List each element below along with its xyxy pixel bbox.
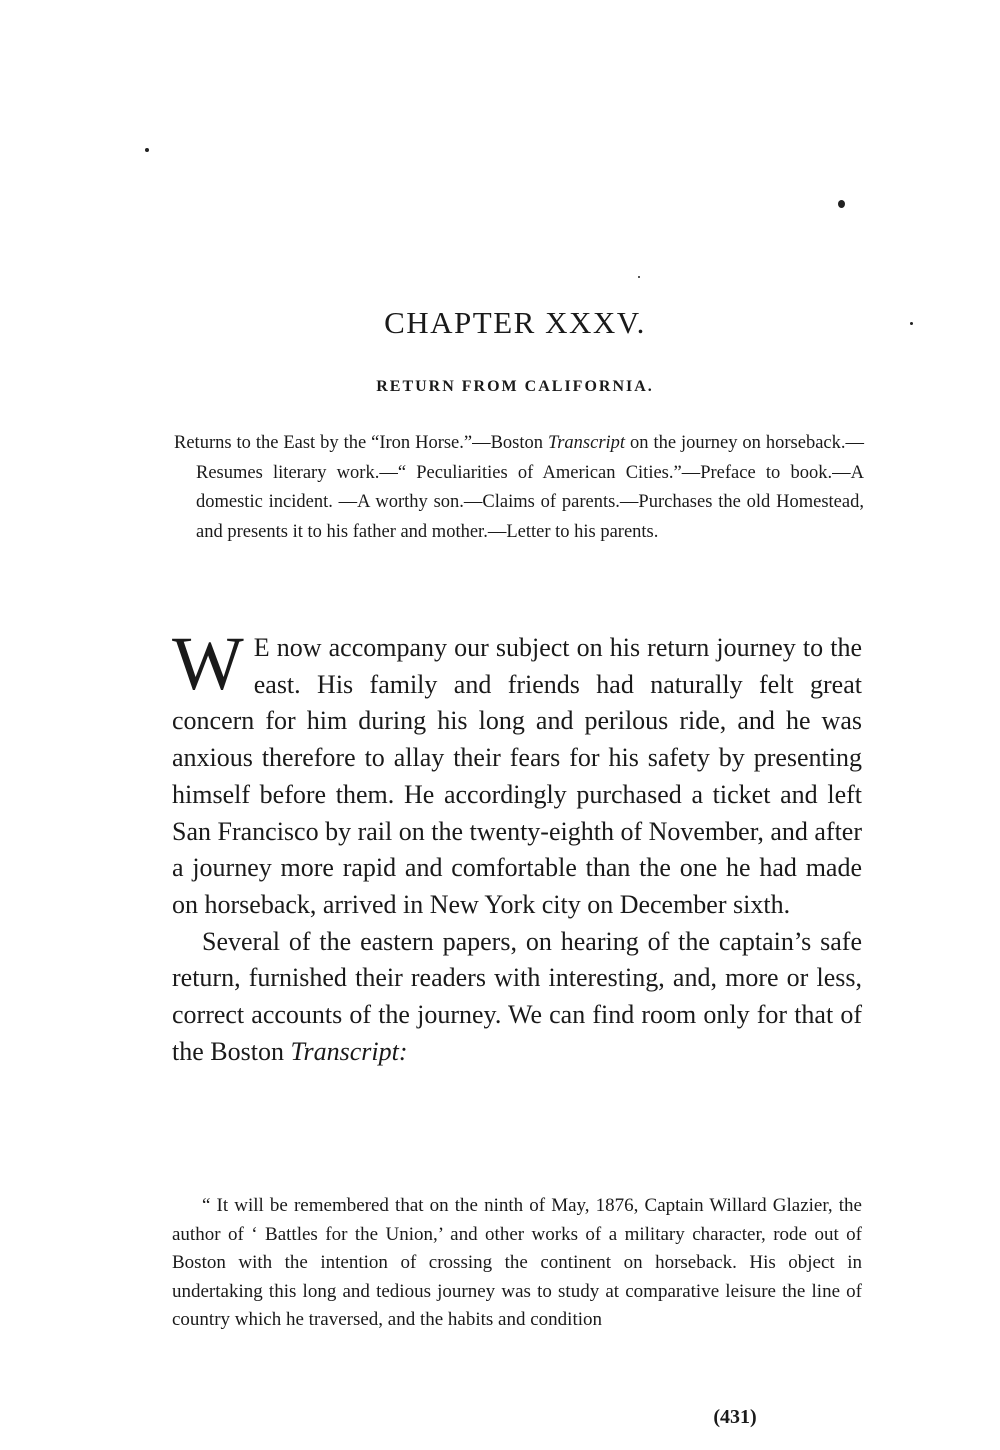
- chapter-synopsis: [174, 429, 864, 547]
- page-number: (431): [713, 1406, 757, 1428]
- chapter-title: CHAPTER XXXV.: [384, 305, 646, 340]
- paragraph-1: [172, 622, 862, 924]
- ink-speck: [638, 276, 640, 278]
- ink-speck: [838, 200, 845, 208]
- paragraph-2: [172, 924, 862, 1071]
- paragraph-1-text: now accompany our subject on his return journey to the east. His family and friends had naturally felt great concern for him during his long and perilous ride, and he was anxious therefore to allay their fears for his safety by presenting himself before them. He accordingly purchased a ticket and left San Francisco by rail on the twenty-eighth of November, and after a journey more rapid and comfortable than the one he had made on horseback, arrived in New York city on December sixth.: [172, 633, 862, 919]
- drop-cap: W: [172, 622, 244, 706]
- paragraph-2-text: Several of the eastern papers, on hearing of the captain’s safe return, furnished their readers with interesting, and, more or less, correct accounts of the journey. We can find room only for that of the Boston: [172, 926, 862, 1066]
- synopsis-text: Returns to the East by the “Iron Horse.”—Boston: [174, 433, 548, 453]
- ink-speck: [145, 148, 149, 152]
- paragraph-2-italic: Transcript:: [290, 1036, 408, 1066]
- block-quote: “ It will be remembered that on the ninth of May, 1876, Captain Willard Glazier, the author of ‘ Battles for the Union,’ and other works of a military character, rode out of Boston with the intention of crossing the continent on horseback. His object in undertaking this long and tedious journey was to study at comparative leisure the line of country which he traversed, and the habits and condition: [172, 1195, 862, 1331]
- body-text: [172, 622, 862, 1070]
- synopsis-text-continued: on the journey on horseback.—Resumes literary work.—“ Peculiarities of American Cities.”—Preface to book.—A domestic incident. —A worthy son.—Claims of parents.—Purchases the old Homestead, and presents it to his father and mother.—Letter to his parents.: [196, 433, 864, 542]
- synopsis-italic-title: Transcript: [547, 433, 626, 453]
- first-letters: E: [253, 633, 270, 662]
- chapter-subtitle: RETURN FROM CALIFORNIA.: [376, 378, 654, 395]
